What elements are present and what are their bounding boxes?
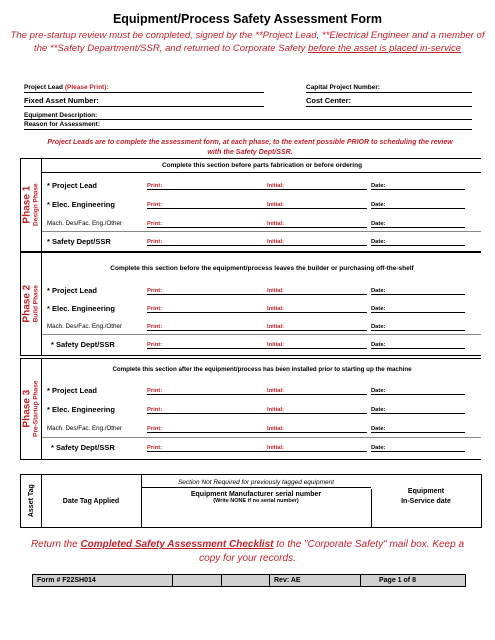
phase-2-initial-line[interactable] (267, 312, 367, 313)
print-label: Print: (147, 445, 163, 451)
return-note-before: Return the (30, 539, 81, 550)
phase-2-initial-line[interactable] (267, 294, 367, 295)
intro-underlined: before the asset is placed in-service (308, 43, 462, 54)
phase-3-role-elec: * Elec. Engineering (47, 405, 115, 414)
phase-1-date-line[interactable] (371, 227, 465, 228)
intro-main: The pre-startup review must be completed, signed by the **Project Lead, **Electrical Engineer and a member of the **Safety Department/SSR, and returned to Corporate Safety (10, 30, 485, 54)
phase-1-header: Complete this section before parts fabrication or before ordering (161, 162, 363, 169)
initial-label: Initial: (267, 306, 285, 312)
date-label: Date: (371, 324, 386, 330)
asset-tag-note: Section Not Required for previously tagged equipment (141, 479, 371, 488)
phase-2-role-project-lead: * Project Lead (47, 286, 98, 295)
phase-1-subtitle: Design Phase (31, 183, 39, 227)
phase-2-print-line[interactable] (147, 294, 271, 295)
phase-3-divider (42, 437, 481, 438)
phase-3-print-line[interactable] (147, 413, 271, 414)
initial-label: Initial: (267, 324, 285, 330)
phase-1-label (21, 159, 42, 251)
print-label: Print: (147, 324, 163, 330)
in-service-line-2: In-Service date (401, 498, 451, 505)
phase-2-print-line[interactable] (147, 348, 271, 349)
phase-1-print-line[interactable] (147, 189, 271, 190)
print-label: Print: (147, 202, 163, 208)
phase-1-initial-line[interactable] (267, 208, 367, 209)
date-label: Date: (371, 288, 386, 294)
form-number: Form # F22SH014 (33, 575, 173, 586)
phase-1-print-line[interactable] (147, 208, 271, 209)
date-tag-applied[interactable]: Date Tag Applied (41, 475, 142, 527)
phase-3-date-line[interactable] (371, 432, 465, 433)
phase-1-header-rule (42, 172, 481, 173)
phase-3-initial-line[interactable] (267, 394, 367, 395)
phase-2-role-mach: Mach. Des/Fac. Eng./Other (47, 323, 122, 330)
phase-2-date-line[interactable] (371, 348, 465, 349)
phase-1-role-project-lead: * Project Lead (47, 181, 98, 190)
form-rev: Rev: AE (269, 575, 361, 586)
initial-label: Initial: (267, 221, 285, 227)
phase-2-role-safety: * Safety Dept/SSR (51, 340, 115, 349)
phase-1-print-line[interactable] (147, 245, 271, 246)
phase-3-print-line[interactable] (147, 432, 271, 433)
phase-2-initial-line[interactable] (267, 348, 367, 349)
asset-tag-section (20, 474, 482, 528)
initial-label: Initial: (267, 407, 285, 413)
cost-center-line[interactable] (306, 106, 472, 107)
phase-2-subtitle: Build Phase (31, 285, 39, 323)
serial-number-label: Equipment Manufacturer serial number (190, 491, 322, 498)
print-label: Print: (147, 239, 163, 245)
print-label: Print: (147, 426, 163, 432)
phase-1-divider (42, 231, 481, 232)
in-service-line-1: Equipment (407, 488, 445, 495)
return-note-after: to the "Corporate Safety" mail box. Keep a copy for your records. (199, 539, 465, 564)
phase-3-date-line[interactable] (371, 451, 465, 452)
phase-2-role-elec: * Elec. Engineering (47, 304, 115, 313)
print-label: Print: (147, 183, 163, 189)
page-title: Equipment/Process Safety Assessment Form (112, 12, 383, 26)
date-label: Date: (371, 183, 386, 189)
asset-tag-label (21, 475, 42, 527)
phase-1-date-line[interactable] (371, 245, 465, 246)
equipment-description-line[interactable] (24, 119, 472, 120)
form-divider (217, 575, 222, 586)
phase-1-date-line[interactable] (371, 208, 465, 209)
print-label: Print: (147, 388, 163, 394)
phase-2-label (21, 253, 42, 355)
date-label: Date: (371, 221, 386, 227)
phase-3-print-line[interactable] (147, 394, 271, 395)
initial-label: Initial: (267, 342, 285, 348)
phase-3-initial-line[interactable] (267, 432, 367, 433)
phase-2-date-line[interactable] (371, 294, 465, 295)
phase-2-header: Complete this section before the equipment/process leaves the builder or purchasing off-the-shelf (110, 265, 414, 272)
initial-label: Initial: (267, 445, 285, 451)
phase-2-date-line[interactable] (371, 312, 465, 313)
phase-1-print-line[interactable] (147, 227, 271, 228)
date-label: Date: (371, 239, 386, 245)
phase-3-initial-line[interactable] (267, 451, 367, 452)
date-label: Date: (371, 202, 386, 208)
phase-1-initial-line[interactable] (267, 245, 367, 246)
serial-number-hint: (Write NONE if no serial number) (213, 498, 299, 504)
phase-1-initial-line[interactable] (267, 227, 367, 228)
phase-2-divider (42, 334, 481, 335)
phase-1-initial-line[interactable] (267, 189, 367, 190)
form-spacer (173, 575, 217, 586)
project-lead-line[interactable] (24, 92, 264, 93)
fixed-asset-number-label: Fixed Asset Number: (24, 96, 99, 105)
initial-label: Initial: (267, 202, 285, 208)
print-label: Print: (147, 407, 163, 413)
date-label: Date: (371, 407, 386, 413)
phase-3-header: Complete this section after the equipment/process has been installed prior to starting up the machine (112, 366, 412, 373)
date-label: Date: (371, 426, 386, 432)
initial-label: Initial: (267, 183, 285, 189)
serial-number-cell[interactable] (141, 489, 372, 527)
phase-1-role-elec: * Elec. Engineering (47, 200, 115, 209)
return-note (20, 538, 475, 566)
phase-2-print-line[interactable] (147, 330, 271, 331)
print-label: Print: (147, 221, 163, 227)
phase-2-section (20, 252, 481, 356)
phase-3-date-line[interactable] (371, 394, 465, 395)
date-label: Date: (371, 342, 386, 348)
print-label: Print: (147, 288, 163, 294)
phase-1-date-line[interactable] (371, 189, 465, 190)
form-footer-bar (32, 574, 466, 587)
phase-3-label (21, 359, 42, 459)
capital-project-number-line[interactable] (306, 92, 472, 93)
phase-1-role-safety: * Safety Dept/SSR (47, 237, 111, 246)
phase-2-title: Phase 2 (21, 285, 33, 323)
initial-label: Initial: (267, 288, 285, 294)
phase-2-print-line[interactable] (147, 312, 271, 313)
phase-3-role-safety: * Safety Dept/SSR (51, 443, 115, 452)
asset-tag-title: Asset Tag (27, 484, 35, 518)
initial-label: Initial: (267, 239, 285, 245)
capital-project-number-label: Capital Project Number: (306, 84, 381, 91)
print-label: Print: (147, 342, 163, 348)
phase-3-role-mach: Mach. Des/Fac. Eng./Other (47, 425, 122, 432)
project-lead-label: Project Lead (Please Print): (24, 84, 109, 91)
phase-2-initial-line[interactable] (267, 330, 367, 331)
phase-2-date-line[interactable] (371, 330, 465, 331)
phase-1-section (20, 158, 481, 252)
form-page: Page 1 of 8 (379, 577, 416, 584)
return-note-bold: Completed Safety Assessment Checklist (80, 539, 274, 550)
initial-label: Initial: (267, 388, 285, 394)
phase-3-subtitle: Pre-Startup Phase (31, 380, 39, 438)
phase-3-role-project-lead: * Project Lead (47, 386, 98, 395)
in-service-date[interactable] (371, 487, 481, 507)
fixed-asset-number-line[interactable] (24, 106, 264, 107)
phase-3-title: Phase 3 (21, 390, 33, 428)
phase-1-title: Phase 1 (21, 186, 33, 224)
phase-3-date-line[interactable] (371, 413, 465, 414)
initial-label: Initial: (267, 426, 285, 432)
print-label: Print: (147, 306, 163, 312)
date-label: Date: (371, 445, 386, 451)
phase-3-print-line[interactable] (147, 451, 271, 452)
reason-for-assessment-label: Reason for Assessment: (24, 121, 100, 128)
equipment-description-label: Equipment Description: (24, 112, 98, 119)
cost-center-label: Cost Center: (306, 96, 352, 105)
phase-3-section (20, 358, 481, 460)
instruction-text: Project Leads are to complete the assessment form, at each phase, to the extent possible PRIOR to scheduling the review with the Safety Dept/SSR. (47, 139, 453, 156)
date-label: Date: (371, 306, 386, 312)
intro-text (8, 29, 487, 55)
phase-3-initial-line[interactable] (267, 413, 367, 414)
date-label: Date: (371, 388, 386, 394)
reason-for-assessment-line[interactable] (24, 129, 472, 130)
phase-1-role-mach: Mach. Des/Fac. Eng./Other (47, 220, 122, 227)
